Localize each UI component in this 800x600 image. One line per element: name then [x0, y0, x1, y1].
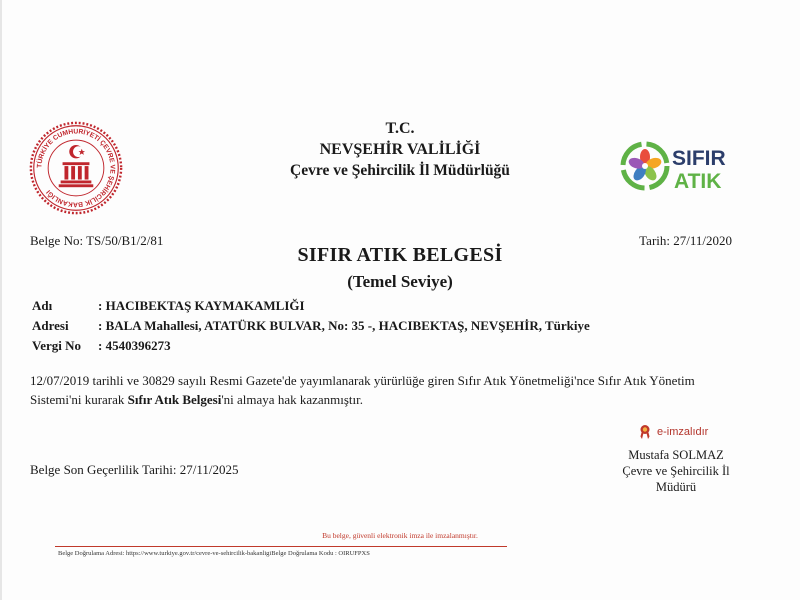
- page-edge: [0, 0, 2, 600]
- header-governorship: NEVŞEHİR VALİLİĞİ: [319, 141, 481, 158]
- info-value: : 4540396273: [98, 338, 171, 353]
- e-signature-badge: [638, 424, 708, 440]
- statement-part2: 'ni almaya hak kazanmıştır.: [221, 392, 364, 407]
- statement-bold: Sıfır Atık Belgesi: [127, 392, 222, 407]
- header-directorate: Çevre ve Şehircilik İl Müdürlüğü: [290, 162, 510, 179]
- signer-title-line1: Çevre ve Şehircilik İl: [622, 464, 730, 478]
- e-signature-label: e-imzalıdır: [657, 426, 709, 438]
- statement-part1: 12/07/2019 tarihli ve 30829 sayılı Resmi Gazete'de yayımlanarak yürürlüğe giren Sıfır Atık Yönetmeliği'nce Sıfır Atık Yönetim Sistemi'ni kurarak: [30, 373, 695, 407]
- signer-name: Mustafa SOLMAZ: [628, 448, 724, 462]
- logo-word-sifir: SIFIR: [672, 147, 726, 170]
- info-value: : HACIBEKTAŞ KAYMAKAMLIĞI: [98, 298, 305, 313]
- header-tc: T.C.: [385, 120, 415, 137]
- logo-word-atik: ATIK: [674, 170, 722, 193]
- issue-date: Tarih: 27/11/2020: [639, 233, 732, 248]
- certificate-level: (Temel Seviye): [347, 272, 453, 291]
- footer-divider: [55, 546, 507, 547]
- holder-info: [32, 296, 590, 356]
- svg-text:TÜRKİYE CUMHURİYETİ ÇEVRE VE Ş: TÜRKİYE CUMHURİYETİ ÇEVRE VE ŞEHİRCİLİK BAKANLIĞI: [36, 128, 116, 208]
- signer-block: [610, 447, 742, 495]
- info-row-name: [32, 296, 590, 316]
- verification-address: Belge Doğrulama Adresi: https://www.turkiye.gov.tr/cevre-ve-sehircilik-bakanligiBelge Doğrulama Kodu : OIRUFPXS: [58, 550, 370, 557]
- certificate-number: Belge No: TS/50/B1/2/81: [30, 233, 164, 248]
- info-value: : BALA Mahallesi, ATATÜRK BULVAR, No: 35 -, HACIBEKTAŞ, NEVŞEHİR, Türkiye: [98, 318, 590, 333]
- signer-title-line2: Müdürü: [655, 480, 697, 494]
- info-label: Adı: [32, 298, 53, 313]
- e-signature-note: Bu belge, güvenli elektronik imza ile imzalanmıştır.: [322, 531, 478, 540]
- info-row-address: [32, 316, 590, 336]
- info-row-tax-number: [32, 336, 590, 356]
- info-label: Vergi No: [32, 338, 81, 353]
- sifir-atik-logo-icon: [618, 138, 738, 194]
- info-label: Adresi: [32, 318, 69, 333]
- validity-date: Belge Son Geçerlilik Tarihi: 27/11/2025: [30, 462, 239, 477]
- rosette-icon: [638, 424, 652, 440]
- certificate-statement: [30, 371, 720, 409]
- certificate-title: SIFIR ATIK BELGESİ: [297, 244, 503, 266]
